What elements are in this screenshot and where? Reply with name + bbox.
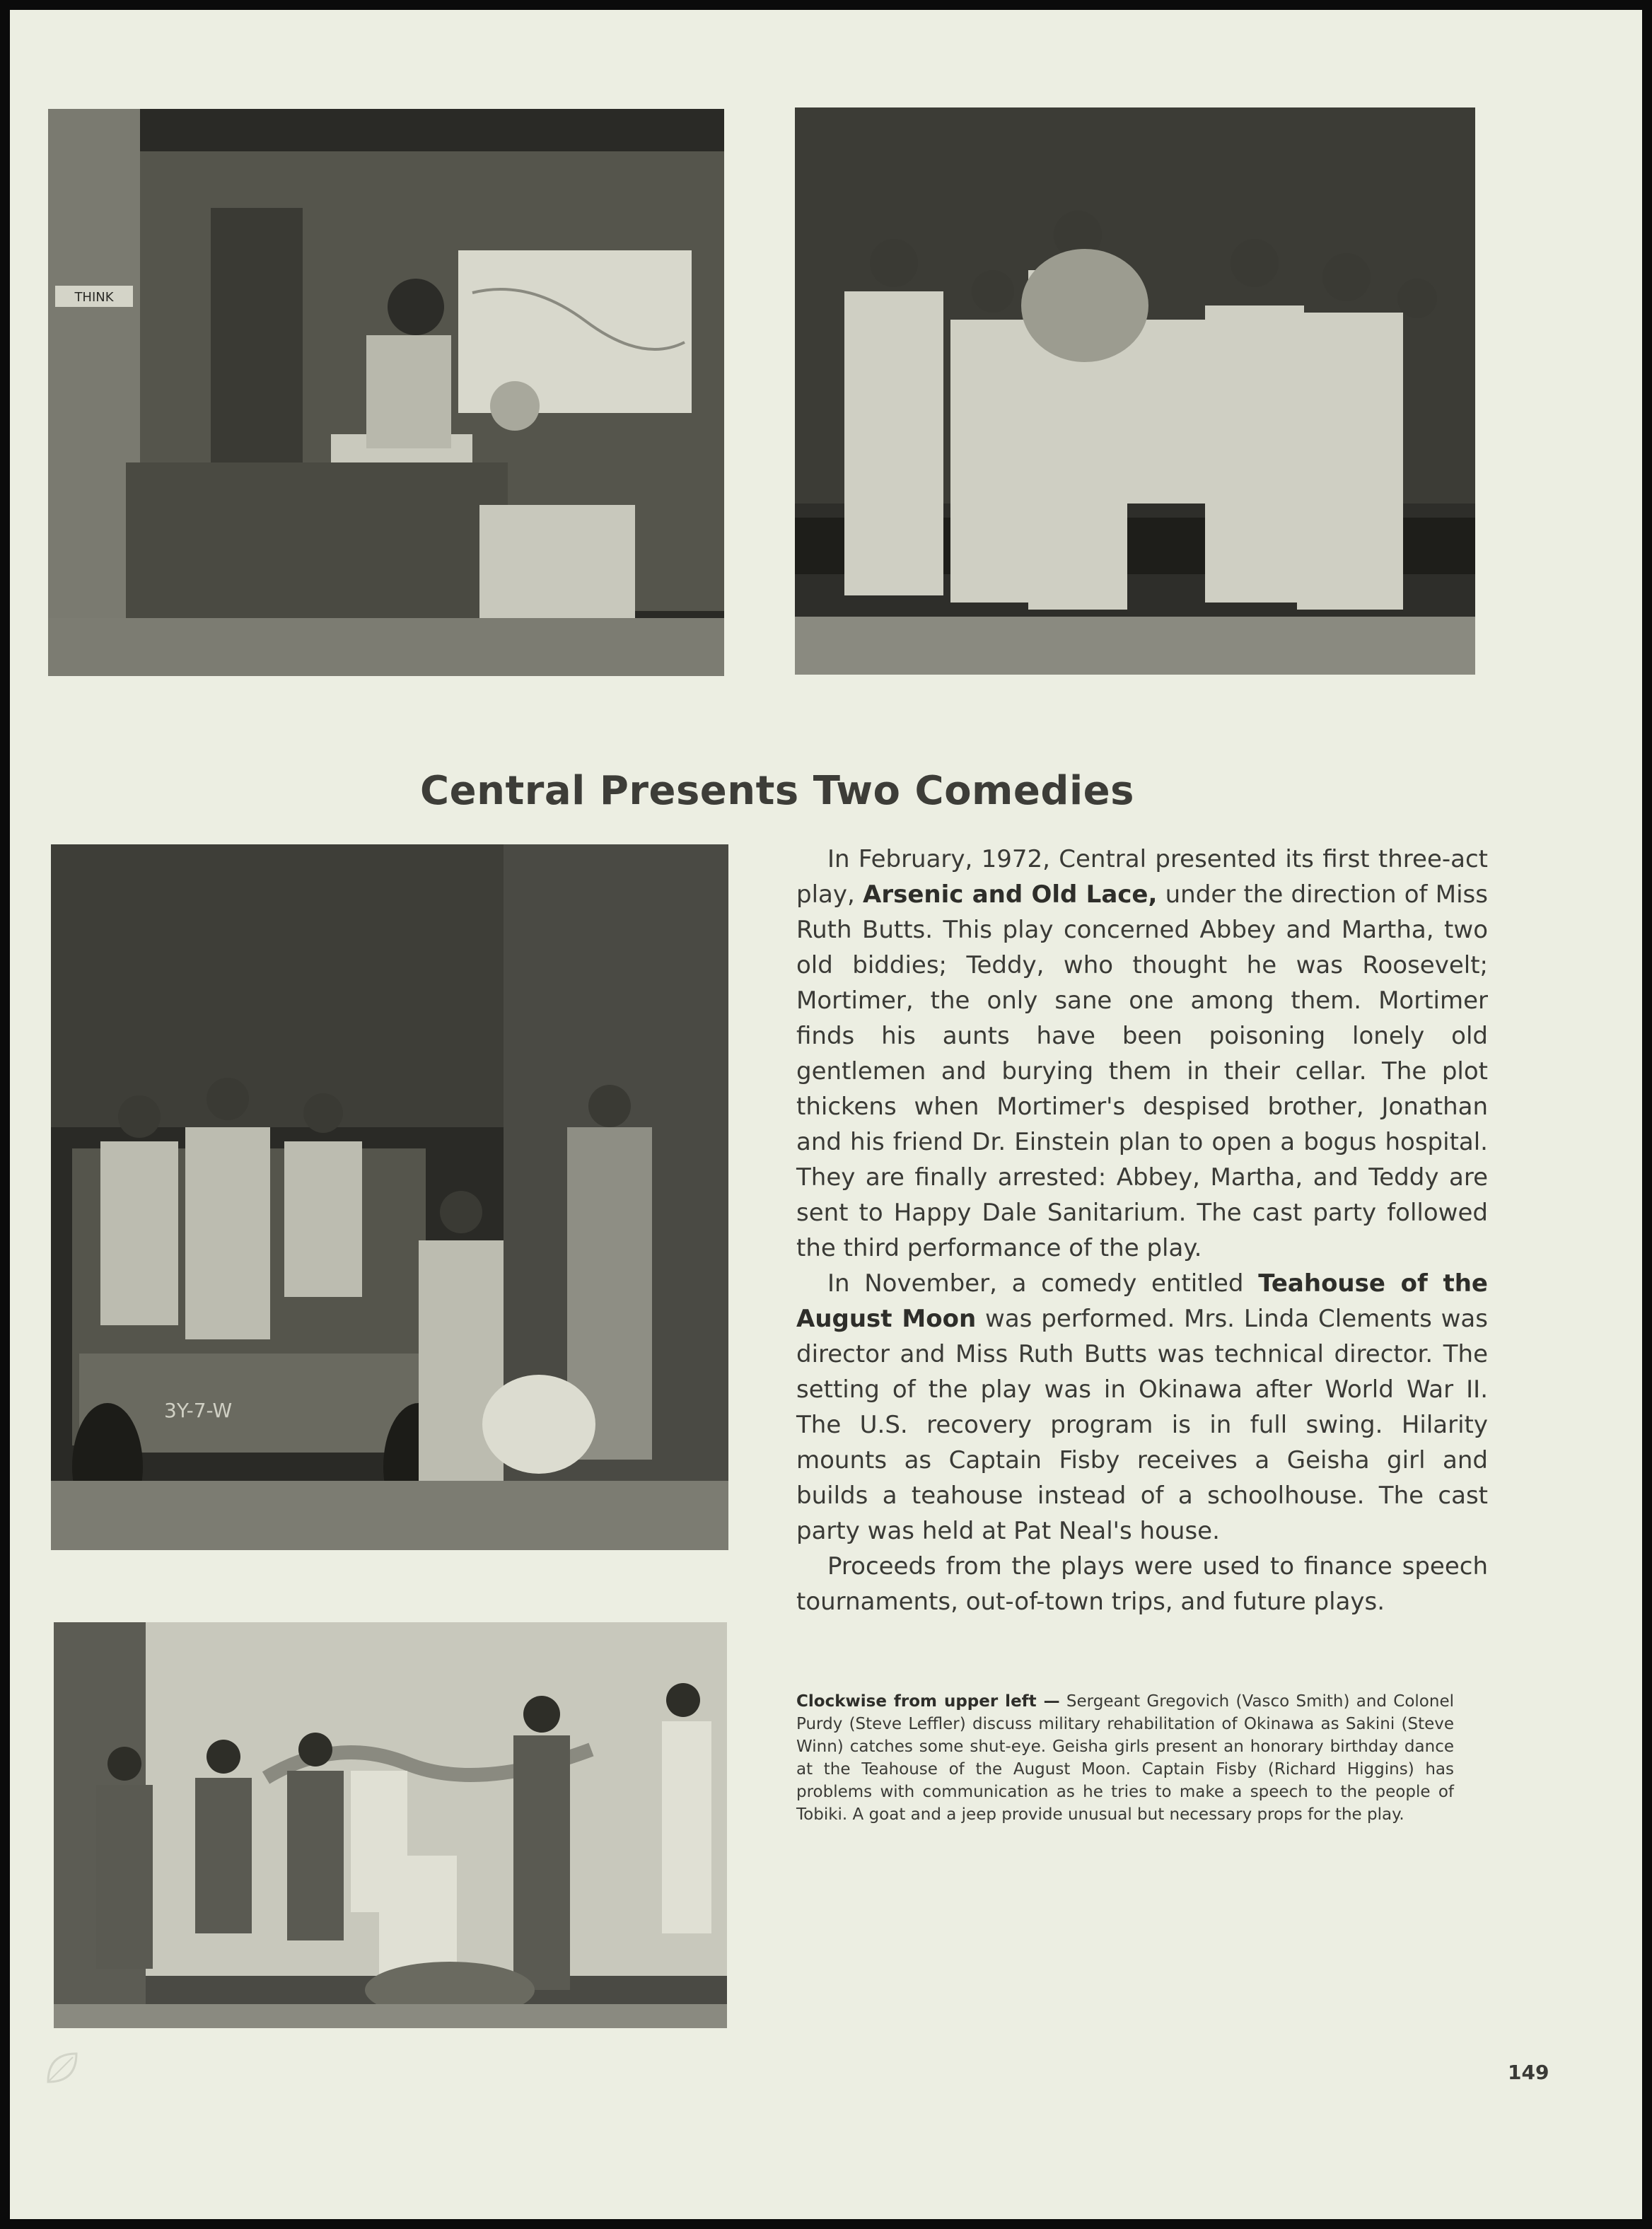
photo-fisby-speech: [54, 1622, 727, 2028]
article-paragraph-proceeds: Proceeds from the plays were used to finance speech tournaments, out-of-town trips, and future plays.: [796, 1552, 1488, 1616]
photo-office-scene: [48, 109, 724, 676]
office-sign-text: THINK: [74, 290, 114, 305]
article-text: In November, a comedy entitled: [827, 1269, 1259, 1298]
fisby-speech-image: [54, 1622, 727, 2028]
leaf-watermark-icon: [41, 2047, 83, 2089]
article-text: was performed. Mrs. Linda Clements was director and Miss Ruth Butts was technical director. The setting of the play was in Okinawa after World War II. The U.S. recovery program is in full swing. Hilarity mounts as Captain Fisby receives a Geisha girl and builds a teahouse instead of a schoolhouse. The cast party was held at Pat Neal's house.: [796, 1305, 1488, 1545]
photo-geisha-dance: [795, 107, 1475, 675]
office-scene-image: [48, 109, 724, 676]
yearbook-page: [10, 10, 1642, 2219]
page-number: 149: [1508, 2061, 1549, 2084]
caption-text: Sergeant Gregovich (Vasco Smith) and Colonel Purdy (Steve Leffler) discuss military rehabilitation of Okinawa as Sakini (Steve Winn) catches some shut-eye. Geisha girls present an honorary birthday dance at the Teahouse of the August Moon. Captain Fisby (Richard Higgins) has problems with communication as he tries to make a speech to the people of Tobiki. A goat and a jeep provide unusual but necessary props for the play.: [796, 1692, 1454, 1824]
article-text: under the direction of Miss Ruth Butts. This play concerned Abbey and Martha, two old biddies; Teddy, who thought he was Roosevelt; Mortimer, the only sane one among them. Mortimer finds his aunts have been poisoning lonely old gentlemen and burying them in their cellar. The plot thickens when Mortimer's despised brother, Jonathan and his friend Dr. Einstein plan to open a bogus hospital. They are finally arrested: Abbey, Martha, and Teddy are sent to Happy Dale Sanitarium. The cast party followed the third performance of the play.: [796, 880, 1488, 1262]
article-body: [796, 842, 1488, 1619]
article-paragraph-arsenic: [796, 842, 1488, 1266]
jeep-plate-text: 3Y-7-W: [164, 1399, 233, 1422]
play-title-teahouse: Teahouse of the August Moon: [796, 1269, 1488, 1333]
article-text: In February, 1972, Central presented its first three-act play,: [796, 845, 1488, 909]
caption-lead: Clockwise from upper left —: [796, 1692, 1060, 1711]
photo-jeep-and-goat: [51, 844, 728, 1550]
jeep-goat-image: [51, 844, 728, 1550]
play-title-arsenic: Arsenic and Old Lace,: [863, 880, 1158, 909]
article-paragraph-teahouse: [796, 1266, 1488, 1549]
photo-caption: [796, 1690, 1454, 1826]
page-headline: Central Presents Two Comedies: [420, 768, 1134, 814]
geisha-dance-image: [795, 107, 1475, 675]
